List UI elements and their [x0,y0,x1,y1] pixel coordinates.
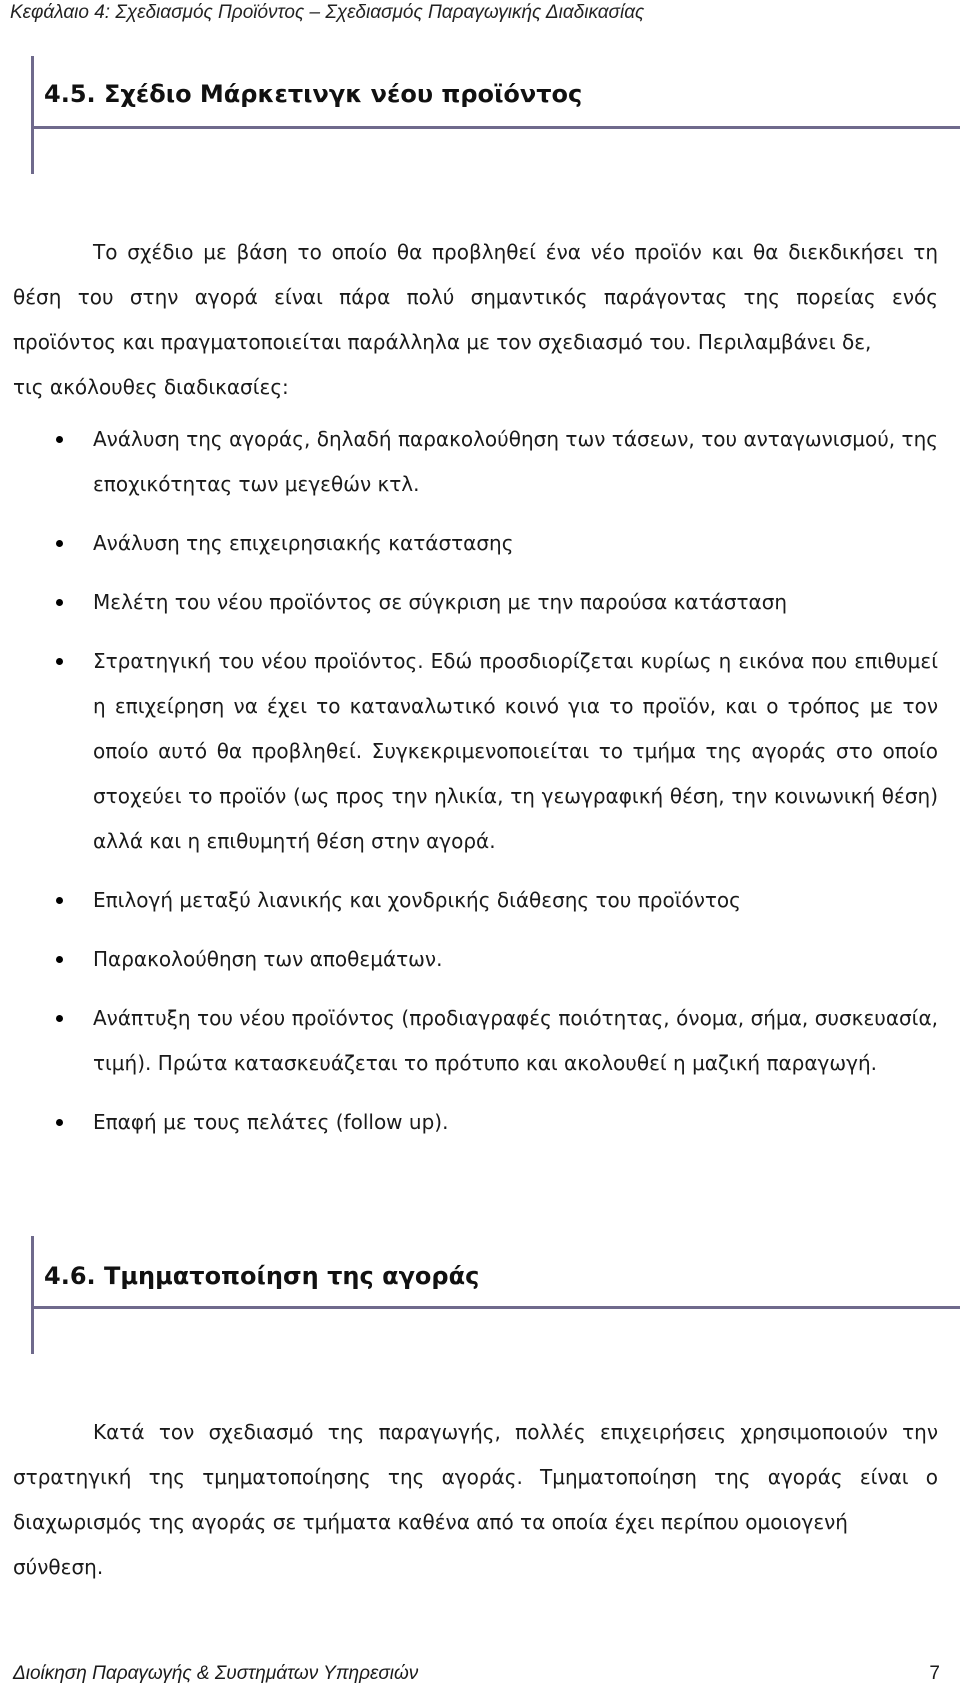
bullet-icon [56,436,63,443]
bullet-icon [56,540,63,547]
bullet-icon [56,658,63,665]
bullet-icon [56,897,63,904]
running-header: Κεφάλαιο 4: Σχεδιασμός Προϊόντος – Σχεδιασμός Παραγωγικής Διαδικασίας [10,2,645,23]
list-item: Ανάλυση της αγοράς, δηλαδή παρακολούθηση των τάσεων, του ανταγωνισμού, της εποχικότητας των μεγεθών κτλ. [0,417,938,507]
bullet-icon [56,599,63,606]
list-item: Μελέτη του νέου προϊόντος σε σύγκριση με την παρούσα κατάσταση [0,580,938,625]
section-rule [31,1306,960,1309]
segmentation-paragraph: Κατά τον σχεδιασμό της παραγωγής, πολλές επιχειρήσεις χρησιμοποιούν την στρατηγική της τμηματοποίησης της αγοράς. Τμηματοποίηση της αγοράς είναι ο διαχωρισμός της αγοράς σε τμήματα καθένα από τα οποία έχει περίπου ομοιογενή [13,1420,938,1534]
section-title-4-6: 4.6. Τμηματοποίηση της αγοράς [44,1262,480,1290]
intro-paragraph-end: τις ακόλουθες διαδικασίες: [13,375,289,399]
section-marker-vertical [31,56,34,174]
bullet-icon [56,956,63,963]
list-item: Παρακολούθηση των αποθεμάτων. [0,937,938,982]
section-rule [31,126,960,129]
footer-book-title: Διοίκηση Παραγωγής & Συστημάτων Υπηρεσιών [13,1663,419,1684]
list-item: Στρατηγική του νέου προϊόντος. Εδώ προσδιορίζεται κυρίως η εικόνα που επιθυμεί η επιχείρηση να έχει το καταναλωτικό κοινό για το προϊόν, και ο τρόπος με τον οποίο αυτό θα προβληθεί. Συγκεκριμενοποιείται το τμήμα της αγοράς στο οποίο στοχεύει το προϊόν (ως προς την ηλικία, τη γεωγραφική θέση, την κοινωνική θέση) αλλά και η επιθυμητή θέση στην αγορά. [0,639,938,864]
section-marker-vertical [31,1236,34,1354]
bullet-icon [56,1015,63,1022]
list-item: Ανάλυση της επιχειρησιακής κατάστασης [0,521,938,566]
bullet-icon [56,1119,63,1126]
list-item: Επαφή με τους πελάτες (follow up). [0,1100,938,1145]
process-list [0,417,938,1159]
list-item: Ανάπτυξη του νέου προϊόντος (προδιαγραφές ποιότητας, όνομα, σήμα, συσκευασία, τιμή). Πρώτα κατασκευάζεται το πρότυπο και ακολουθεί η μαζική παραγωγή. [0,996,938,1086]
section-title-4-5: 4.5. Σχέδιο Μάρκετινγκ νέου προϊόντος [44,80,583,108]
segmentation-paragraph-end: σύνθεση. [13,1555,104,1579]
intro-paragraph: Το σχέδιο με βάση το οποίο θα προβληθεί ένα νέο προϊόν και θα διεκδικήσει τη θέση του στην αγορά είναι πάρα πολύ σημαντικός παράγοντας της πορείας ενός προϊόντος και πραγματοποιείται παράλληλα με τον σχεδιασμό του. Περιλαμβάνει δε, [13,240,938,354]
list-item: Επιλογή μεταξύ λιανικής και χονδρικής διάθεσης του προϊόντος [0,878,938,923]
page-number: 7 [929,1663,940,1684]
